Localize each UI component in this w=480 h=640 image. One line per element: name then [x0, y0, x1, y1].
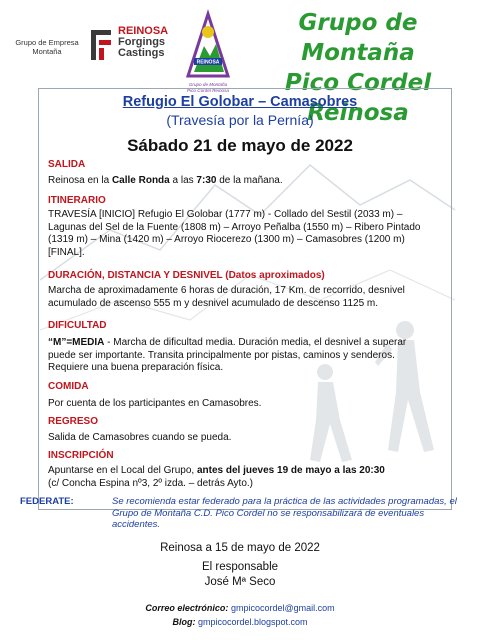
itinerario-line: (1319 m) – Mina (1420 m) – Arroyo Riocerezo (1300 m) – Camasobres (1200 m) — [48, 234, 405, 245]
responsible-role: El responsable — [201, 561, 279, 573]
itinerario-line: [FINAL]. — [48, 246, 85, 258]
blog-line — [0, 617, 480, 627]
blog-link[interactable]: gmpicocordel.blogspot.com — [197, 617, 308, 627]
heading-salida: SALIDA — [48, 159, 86, 170]
difficulty-grade: “M”=MEDIA — [48, 337, 105, 348]
duracion-line: Marcha de aproximadamente 6 horas de duración, 17 Km. de recorrido, desnivel — [48, 285, 405, 296]
emblem-line-2: Pico Cordel Reinosa — [187, 88, 229, 93]
blog-label: Blog: — [172, 617, 196, 627]
route-title: Refugio El Golobar – Camasobres — [122, 94, 358, 110]
dificultad-line: Requiere una buena preparación física. — [48, 362, 224, 373]
salida-text: Reinosa en la Calle Ronda a las 7:30 de la mañana. — [48, 175, 283, 186]
castings-word: Castings — [118, 47, 165, 59]
federate-text: Se recomienda estar federado para la práctica de las actividades programadas, el Grupo de Montaña C.D. Pico Cordel no se responsabilizará de eventuales accidentes. — [112, 496, 457, 530]
regreso-text: Salida de Camasobres cuando se pueda. — [48, 432, 232, 443]
comida-text: Por cuenta de los participantes en Camasobres. — [48, 398, 262, 409]
dificultad-text: “M”=MEDIA - Marcha de dificultad media. Duración media, el desnivel a superar puede ser importante. Transita principalmente por pistas, caminos y senderos. Requiere una buena preparación física. — [48, 337, 448, 375]
dificultad-line: puede ser importante. Transita principalmente por pistas, caminos y senderos. — [48, 349, 395, 361]
company-group-caption: Grupo de Empresa Montaña — [15, 38, 79, 56]
itinerario-text — [48, 209, 448, 259]
heading-dificultad: DIFICULTAD — [48, 320, 107, 331]
duracion-text — [48, 285, 448, 310]
reinosa-f-icon — [88, 28, 114, 62]
heading-duracion: DURACIÓN, DISTANCIA Y DESNIVEL (Datos aproximados) — [48, 270, 325, 281]
inscripcion-deadline: antes del jueves 19 de mayo a las 20:30 — [196, 465, 385, 476]
heading-regreso: REGRESO — [48, 416, 99, 427]
federate-notice — [20, 496, 460, 530]
federate-label: FEDERATE: — [20, 496, 74, 507]
email-link[interactable]: gmpicocordel@gmail.com — [230, 603, 335, 613]
forgings-word: Forgings — [118, 36, 166, 48]
duracion-line: acumulado de ascenso 555 m y desnivel acumulado de descenso 1125 m. — [48, 297, 379, 309]
emblem-line-1: Grupo de Montaña — [188, 82, 228, 87]
route-subtitle: (Travesía por la Pernía) — [166, 112, 314, 128]
salida-time: 7:30 — [196, 175, 217, 186]
event-date: Sábado 21 de mayo de 2022 — [127, 136, 353, 155]
club-title-line-2: Pico Cordel Reinosa — [284, 70, 432, 126]
salida-place: Calle Ronda — [111, 175, 170, 186]
heading-itinerario: ITINERARIO — [48, 195, 106, 206]
inscripcion-text: Apuntarse en el Local del Grupo, antes del jueves 19 de mayo a las 20:30 (c/ Concha Espina nº3, 2º izda. – detrás Ayto.) — [48, 465, 448, 490]
reinosa-forgings-logo — [88, 26, 178, 66]
responsible-name: José Mª Seco — [204, 576, 276, 588]
itinerario-line: Lagunas del Sel de la Fuente (1808 m) – Arroyo Peñalba (1550 m) – Ribero Pintado — [48, 221, 421, 233]
place-date: Reinosa a 15 de mayo de 2022 — [160, 542, 320, 554]
email-label: Correo electrónico: — [145, 603, 229, 613]
itinerario-line: TRAVESÍA [INICIO] Refugio El Golobar (1777 m) - Collado del Sestil (2033 m) – — [48, 209, 403, 220]
reinosa-word: REINOSA — [118, 25, 169, 37]
inscripcion-address: (c/ Concha Espina nº3, 2º izda. – detrás Ayto.) — [48, 477, 254, 489]
heading-comida: COMIDA — [48, 381, 89, 392]
emblem-badge: REINOSA — [196, 59, 220, 66]
club-title-line-1: Grupo de Montaña — [298, 10, 418, 66]
heading-inscripcion: INSCRIPCIÓN — [48, 450, 114, 461]
email-line — [0, 603, 480, 613]
